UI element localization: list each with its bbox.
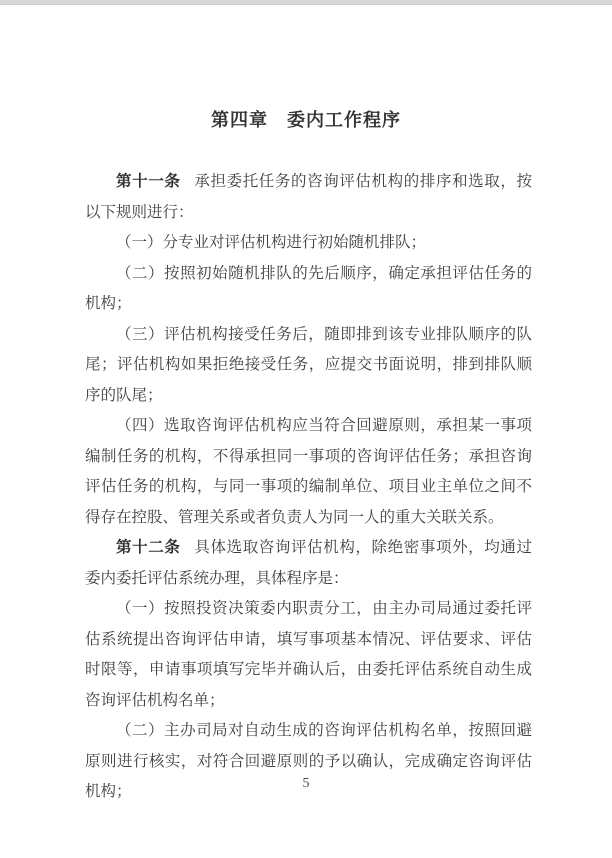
- paragraph: [85, 228, 532, 259]
- chapter-title: 第四章 委内工作程序: [211, 110, 401, 130]
- paragraph: [85, 594, 532, 716]
- paragraph-text: （一）按照投资决策委内职责分工，由主办司局通过委托评估系统提出咨询评估申请，填写事项基本情况、评估要求、评估时限等，申请事项填写完毕并确认后，由委托评估系统自动生成咨询评估机构名单；: [85, 600, 532, 709]
- paragraph: [85, 411, 532, 533]
- paragraph-text: 承担委托任务的咨询评估机构的排序和选取，按以下规则进行：: [85, 173, 532, 221]
- document-body: [85, 167, 532, 808]
- page-number: 5: [302, 776, 310, 791]
- paragraph-text: （二）按照初始随机排队的先后顺序，确定承担评估任务的机构；: [85, 264, 532, 312]
- paragraph-text: （三）评估机构接受任务后，随即排到该专业排队顺序的队尾；评估机构如果拒绝接受任务，应提交书面说明，排到排队顺序的队尾；: [85, 325, 532, 404]
- paragraph-text: （二）主办司局对自动生成的咨询评估机构名单，按照回避原则进行核实，对符合回避原则的予以确认，完成确定咨询评估机构；: [85, 722, 532, 800]
- paragraph: [85, 716, 532, 808]
- article-number: 第十二条: [116, 539, 181, 556]
- article-number: 第十一条: [116, 173, 181, 190]
- top-border-bar: [0, 0, 612, 5]
- paragraph: [85, 259, 532, 320]
- paragraph: [85, 533, 532, 594]
- paragraph-text: （四）选取咨询评估机构应当符合回避原则，承担某一事项编制任务的机构，不得承担同一事项的咨询评估任务；承担咨询评估任务的机构，与同一事项的编制单位、项目业主单位之间不得存在控股、管理关系或者负责人为同一人的重大关联关系。: [85, 417, 532, 526]
- paragraph: [85, 167, 532, 228]
- paragraph-text: 具体选取咨询评估机构，除绝密事项外，均通过委内委托评估系统办理，具体程序是：: [85, 539, 532, 587]
- paragraph: [85, 320, 532, 412]
- paragraph-text: （一）分专业对评估机构进行初始随机排队；: [116, 234, 427, 251]
